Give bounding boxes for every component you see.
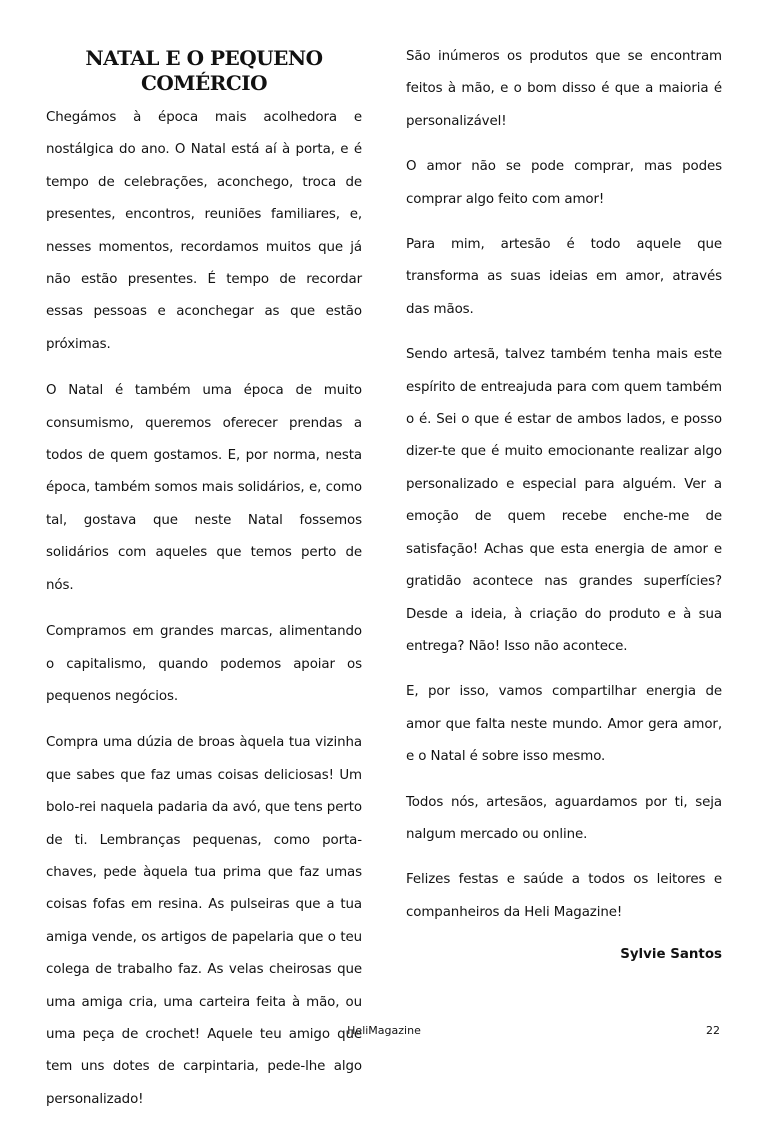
paragraph: Compramos em grandes marcas, alimentando o capitalismo, quando podemos apoiar os pequenos negócios. [46, 624, 362, 704]
left-column [46, 0, 362, 1130]
paragraph: Para mim, artesão é todo aquele que transforma as suas ideias em amor, através das mãos. [406, 237, 722, 317]
paragraph: Compra uma dúzia de broas àquela tua vizinha que sabes que faz umas coisas deliciosas! Um bolo-rei naquela padaria da avó, que tens perto de ti. Lembranças pequenas, como porta-chaves, pede àquela tua prima que faz umas coisas fofas em resina. As pulseiras que a tua amiga vende, os artigos de papelaria que o teu colega de trabalho faz. As velas cheirosas que uma amiga cria, uma carteira feita à mão, ou uma peça de crochet! Aquele teu amigo que tem uns dotes de carpintaria, pede-lhe algo personalizado! [46, 735, 362, 1107]
paragraph: Chegámos à época mais acolhedora e nostálgica do ano. O Natal está aí à porta, e é tempo de celebrações, aconchego, troca de presentes, encontros, reuniões familiares, e, nesses momentos, recordamos muitos que já não estão presentes. É tempo de recordar essas pessoas e aconchegar as que estão próximas. [46, 110, 362, 352]
right-column [406, 0, 722, 962]
author-signature: Sylvie Santos [620, 947, 722, 963]
paragraph: São inúmeros os produtos que se encontram feitos à mão, e o bom disso é que a maioria é personalizável! [406, 49, 722, 129]
footer-magazine-name: HeliMagazine [347, 1024, 421, 1037]
paragraph: Todos nós, artesãos, aguardamos por ti, seja nalgum mercado ou online. [406, 794, 722, 842]
page-number: 22 [706, 1024, 720, 1037]
paragraph: Felizes festas e saúde a todos os leitores e companheiros da Heli Magazine! [406, 872, 722, 920]
article-title: NATAL E O PEQUENO COMÉRCIO [85, 46, 323, 95]
paragraph: Sendo artesã, talvez também tenha mais este espírito de entreajuda para com quem também o é. Sei o que é estar de ambos lados, e posso dizer-te que é muito emocionante realizar algo personalizado e especial para alguém. Ver a emoção de quem recebe enche-me de satisfação! Achas que esta energia de amor e gratidão acontece nas grandes superfícies? Desde a ideia, à criação do produto e à sua entrega? Não! Isso não acontece. [406, 347, 722, 654]
paragraph: O amor não se pode comprar, mas podes comprar algo feito com amor! [406, 159, 722, 207]
paragraph: O Natal é também uma época de muito consumismo, queremos oferecer prendas a todos de quem gostamos. E, por norma, nesta época, também somos mais solidários, e, como tal, gostava que neste Natal fossemos solidários com aqueles que temos perto de nós. [46, 383, 362, 593]
paragraph: E, por isso, vamos compartilhar energia de amor que falta neste mundo. Amor gera amor, e o Natal é sobre isso mesmo. [406, 684, 722, 765]
